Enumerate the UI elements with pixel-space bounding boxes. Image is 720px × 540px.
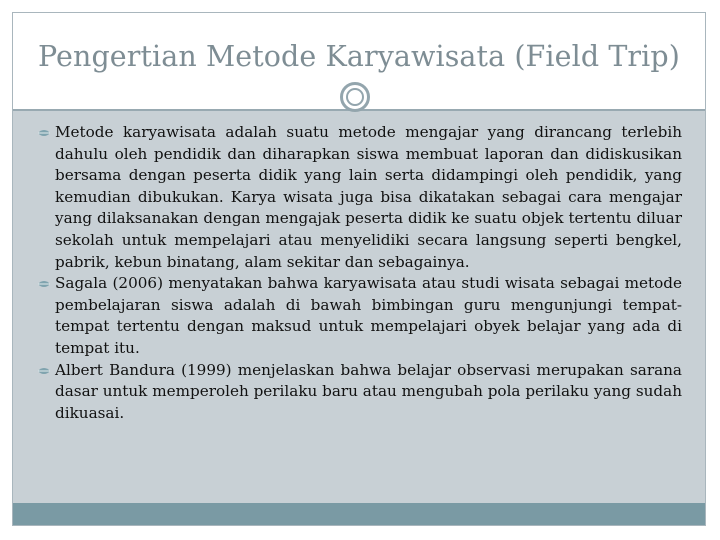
divider-ring-inner — [346, 88, 364, 106]
bullet-item — [35, 273, 682, 359]
bullet-text: Sagala (2006) menyatakan bahwa karyawisata atau studi wisata sebagai metode pembelajaran siswa adalah di bawah bimbingan guru mengunjungi tempat-tempat tertentu dengan maksud untuk mempelajari obyek belajar yang ada di tempat itu. — [55, 274, 682, 357]
bullet-text: Metode karyawisata adalah suatu metode mengajar yang dirancang terlebih dahulu oleh pendidik dan diharapkan siswa membuat laporan dan didiskusikan bersama dengan peserta didik yang lain serta didampingi oleh pendidik, yang kemudian dibukukan. Karya wisata juga bisa dikatakan sebagai cara mengajar yang dilaksanakan dengan mengajak peserta didik ke suatu objek tertentu diluar sekolah untuk mempelajari atau menyelidiki secara langsung seperti bengkel, pabrik, kebun binatang, alam sekitar dan sebagainya. — [55, 123, 682, 271]
bullet-item — [35, 122, 682, 273]
bottom-bar — [13, 503, 705, 525]
leaf-bullet-icon — [37, 279, 51, 289]
bullet-list — [35, 122, 682, 424]
bullet-item — [35, 360, 682, 425]
bullet-text: Albert Bandura (1999) menjelaskan bahwa belajar observasi merupakan sarana dasar untuk memperoleh perilaku baru atau mengubah pola perilaku yang sudah dikuasai. — [55, 360, 682, 422]
slide-title: Pengertian Metode Karyawisata (Field Trip) — [38, 40, 680, 73]
leaf-bullet-icon — [37, 366, 51, 376]
leaf-bullet-icon — [37, 128, 51, 138]
